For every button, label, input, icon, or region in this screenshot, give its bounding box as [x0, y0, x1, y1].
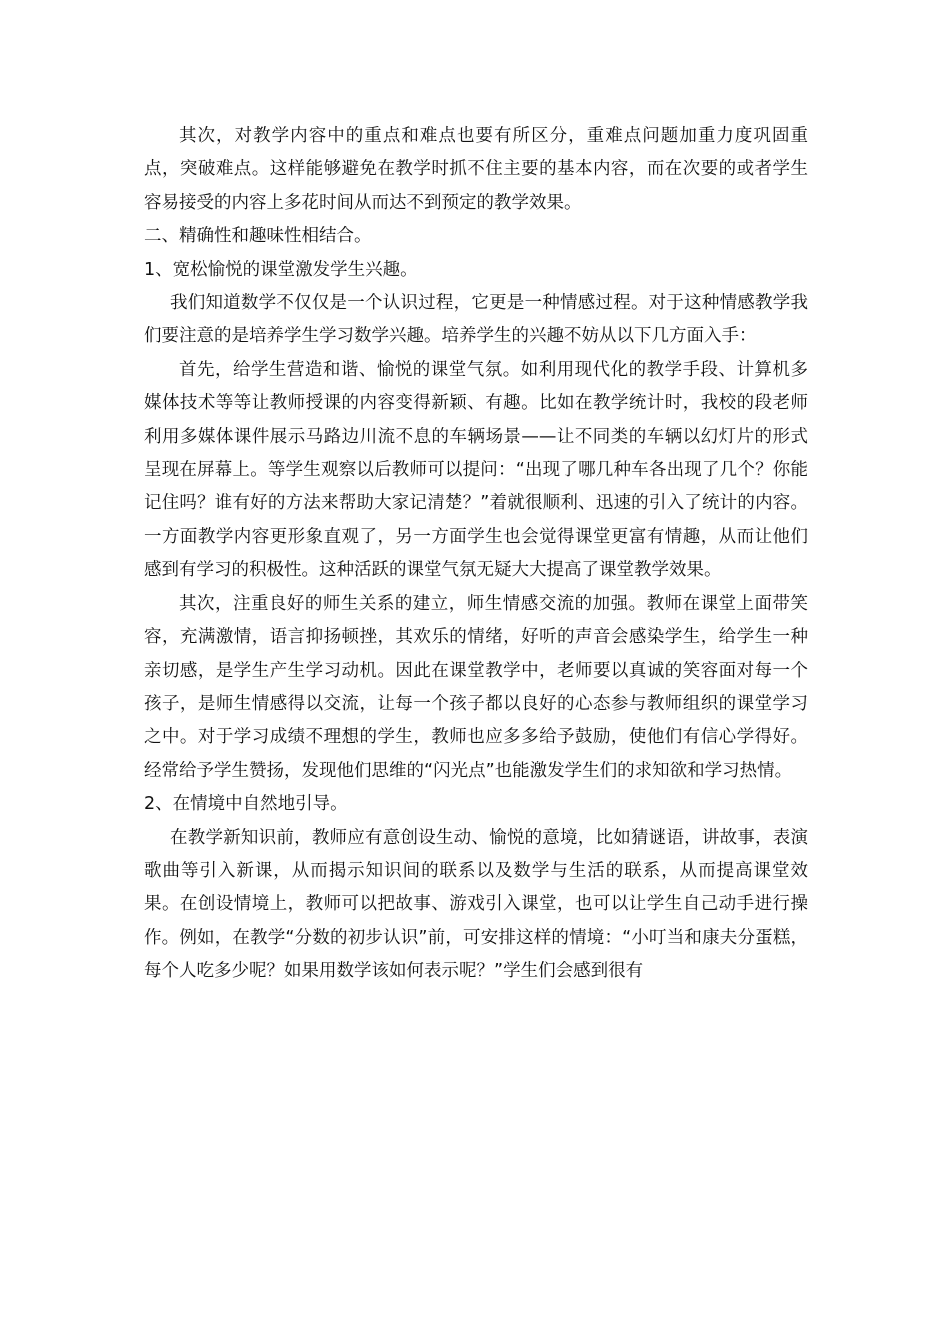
document-body	[144, 120, 808, 989]
paragraph-key-points: 其次，对教学内容中的重点和难点也要有所区分，重难点问题加重力度巩固重点，突破难点。这样能够避免在教学时抓不住主要的基本内容，而在次要的或者学生容易接受的内容上多花时间从而达不到预定的教学效果。	[144, 126, 808, 213]
subsection-heading-2: 2、在情境中自然地引导。	[144, 794, 348, 815]
section-heading-2: 二、精确性和趣味性相结合。	[144, 226, 372, 247]
paragraph-emotion-process: 我们知道数学不仅仅是一个认识过程，它更是一种情感过程。对于这种情感教学我们要注意的是培养学生学习数学兴趣。培养学生的兴趣不妨从以下几方面入手：	[144, 293, 808, 347]
paragraph-teacher-student-relationship: 其次，注重良好的师生关系的建立，师生情感交流的加强。教师在课堂上面带笑容，充满激情，语言抑扬顿挫，其欢乐的情绪，好听的声音会感染学生，给学生一种亲切感，是学生产生学习动机。因此在课堂教学中，老师要以真诚的笑容面对每一个孩子，是师生情感得以交流，让每一个孩子都以良好的心态参与教师组织的课堂学习之中。对于学习成绩不理想的学生，教师也应多多给予鼓励，使他们有信心学得好。经常给予学生赞扬，发现他们思维的“闪光点”也能激发学生们的求知欲和学习热情。	[144, 593, 808, 781]
paragraph-classroom-atmosphere: 首先，给学生营造和谐、愉悦的课堂气氛。如利用现代化的教学手段、计算机多媒体技术等等让教师授课的内容变得新颖、有趣。比如在教学统计时，我校的段老师利用多媒体课件展示马路边川流不息的车辆场景——让不同类的车辆以幻灯片的形式呈现在屏幕上。等学生观察以后教师可以提问：“出现了哪几种车各出现了几个？你能记住吗？谁有好的方法来帮助大家记清楚？”着就很顺利、迅速的引入了统计的内容。一方面教学内容更形象直观了，另一方面学生也会觉得课堂更富有情趣，从而让他们感到有学习的积极性。这种活跃的课堂气氛无疑大大提高了课堂教学效果。	[144, 359, 808, 581]
paragraph-situational-guidance: 在教学新知识前，教师应有意创设生动、愉悦的意境，比如猜谜语，讲故事，表演歌曲等引入新课，从而揭示知识间的联系以及数学与生活的联系，从而提高课堂效果。在创设情境上，教师可以把故事、游戏引入课堂，也可以让学生自己动手进行操作。例如，在教学“分数的初步认识”前，可安排这样的情境：“小叮当和康夫分蛋糕，每个人吃多少呢？如果用数学该如何表示呢？”学生们会感到很有	[144, 827, 808, 982]
subsection-heading-1: 1、宽松愉悦的课堂激发学生兴趣。	[144, 259, 418, 280]
